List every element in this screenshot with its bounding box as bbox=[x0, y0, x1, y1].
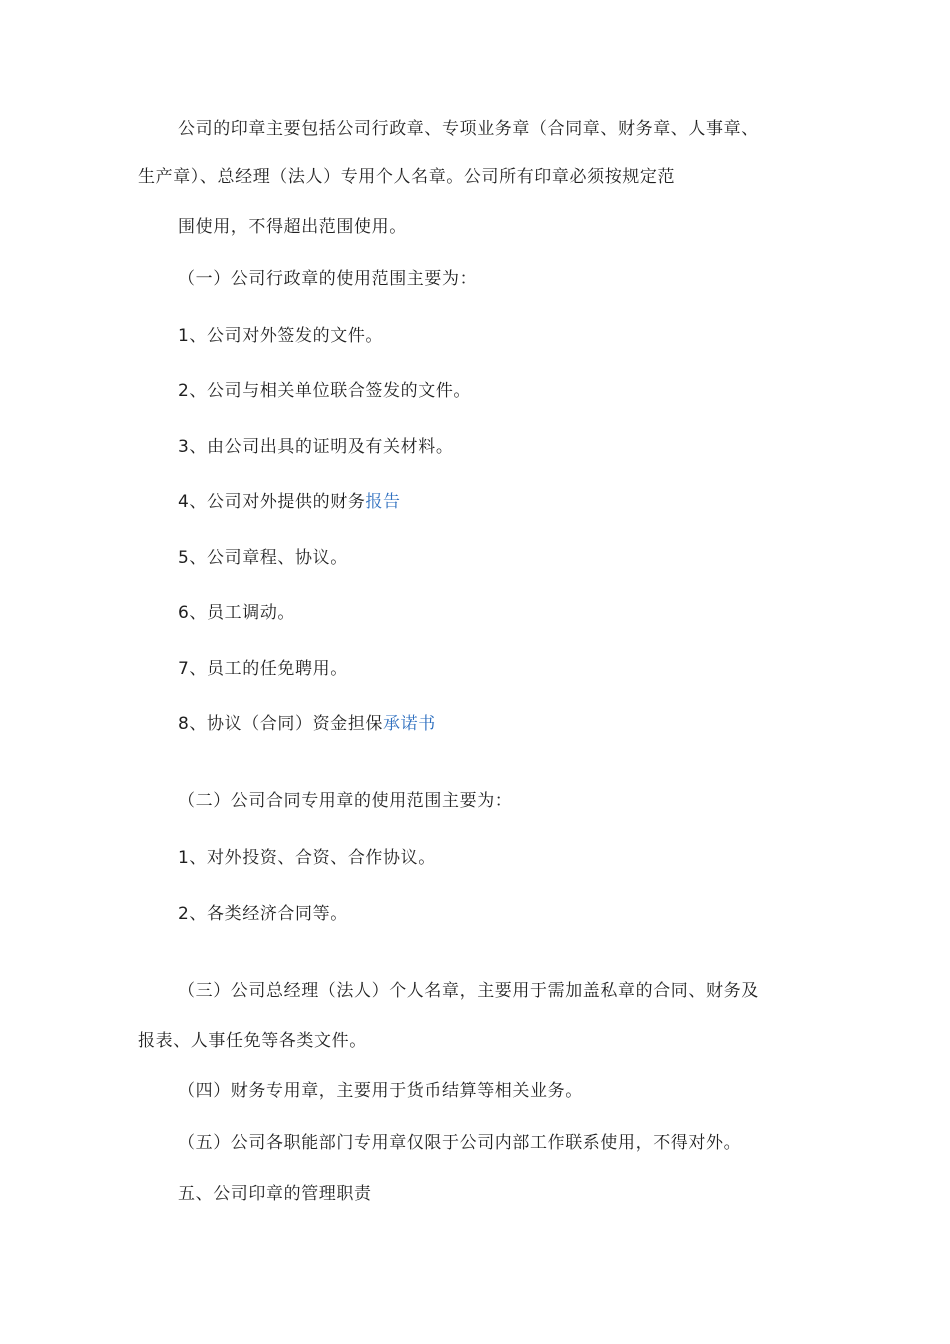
list-item-text: 4、公司对外提供的财务 bbox=[178, 492, 366, 512]
section-4-paragraph: （四）财务专用章，主要用于货币结算等相关业务。 bbox=[178, 1081, 583, 1101]
intro-paragraph-line-1: 公司的印章主要包括公司行政章、专项业务章（合同章、财务章、人事章、 bbox=[178, 119, 759, 139]
list-item bbox=[178, 491, 401, 513]
section-3-line-2: 报表、人事任免等各类文件。 bbox=[138, 1031, 367, 1051]
list-item: 3、由公司出具的证明及有关材料。 bbox=[178, 437, 454, 457]
list-item: 1、对外投资、合资、合作协议。 bbox=[178, 848, 436, 868]
list-item: 6、员工调动。 bbox=[178, 603, 296, 623]
list-item: 2、各类经济合同等。 bbox=[178, 904, 348, 924]
intro-paragraph-line-3: 围使用，不得超出范围使用。 bbox=[178, 217, 407, 237]
list-item: 1、公司对外签发的文件。 bbox=[178, 326, 384, 346]
section-5-paragraph: （五）公司各职能部门专用章仅限于公司内部工作联系使用，不得对外。 bbox=[178, 1133, 742, 1153]
list-item-text: 8、协议（合同）资金担保 bbox=[178, 714, 384, 734]
section-2-heading: （二）公司合同专用章的使用范围主要为： bbox=[178, 791, 513, 811]
list-item: 7、员工的任免聘用。 bbox=[178, 659, 348, 679]
commitment-letter-link[interactable]: 承诺书 bbox=[383, 714, 436, 734]
intro-paragraph-line-2: 生产章）、总经理（法人）专用个人名章。公司所有印章必须按规定范 bbox=[138, 167, 676, 187]
chapter-5-heading: 五、公司印章的管理职责 bbox=[178, 1184, 372, 1204]
section-1-heading: （一）公司行政章的使用范围主要为： bbox=[178, 269, 478, 289]
report-link[interactable]: 报告 bbox=[365, 492, 401, 512]
list-item bbox=[178, 713, 436, 735]
section-3-line-1: （三）公司总经理（法人）个人名章，主要用于需加盖私章的合同、财务及 bbox=[178, 981, 759, 1001]
list-item: 5、公司章程、协议。 bbox=[178, 548, 348, 568]
list-item: 2、公司与相关单位联合签发的文件。 bbox=[178, 381, 472, 401]
